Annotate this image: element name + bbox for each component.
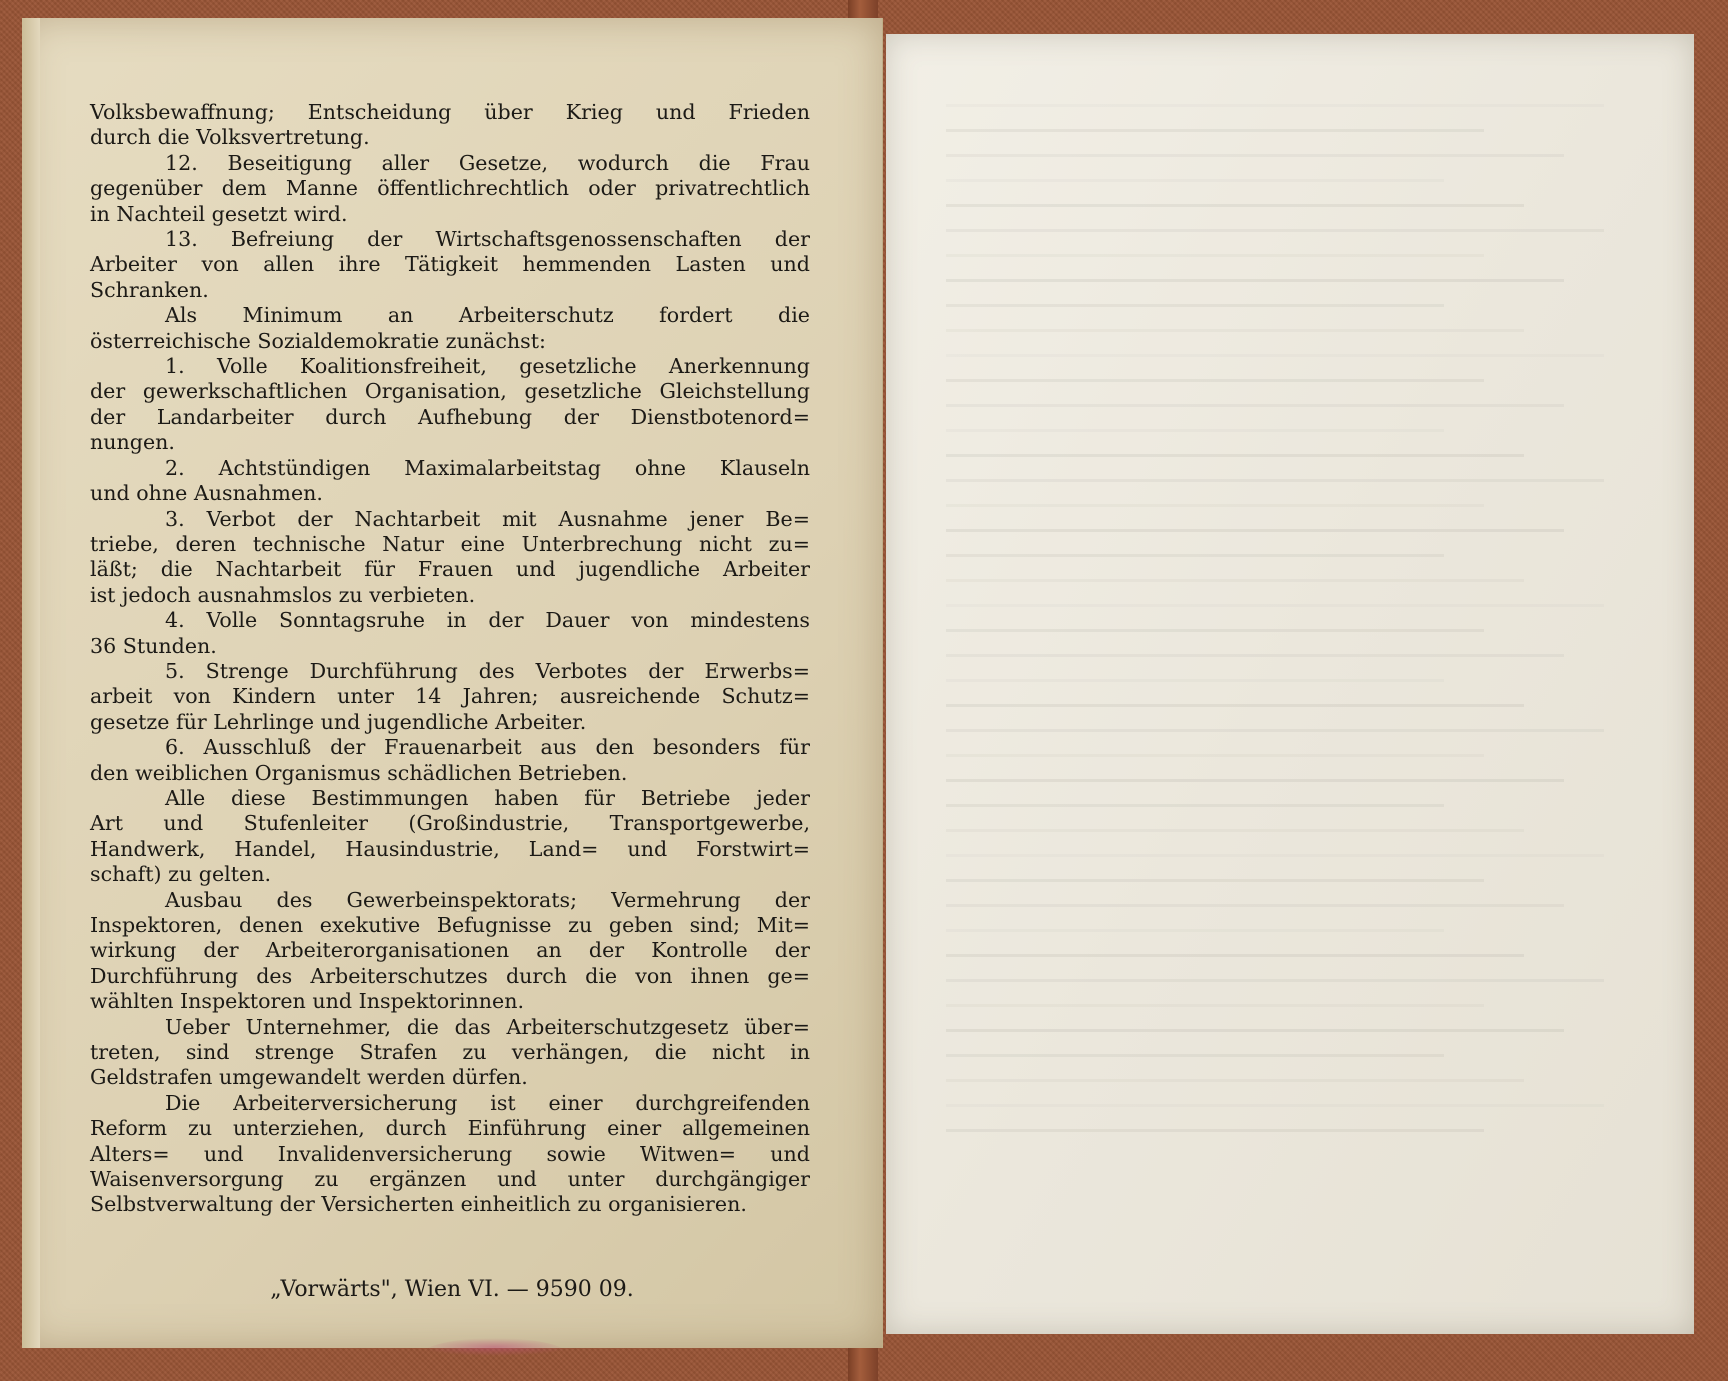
program-text (90, 100, 810, 1218)
bleed-through-line (946, 779, 1564, 782)
text-line: gegenüber dem Manne öffentlichrechtlich oder privatrechtlich (90, 176, 810, 201)
bleed-through-line (946, 404, 1564, 407)
bleed-through-line (946, 979, 1604, 982)
bleed-through-line (946, 754, 1484, 757)
bleed-through-line (946, 929, 1444, 932)
text-line: Inspektoren, denen exekutive Befugnisse zu geben sind; Mit= (90, 913, 810, 937)
text-line: und ohne Ausnahmen. (90, 481, 323, 506)
bleed-through-line (946, 129, 1484, 132)
text-line: 1. Volle Koalitionsfreiheit, gesetzliche Anerkennung (165, 354, 810, 379)
bleed-through-line (946, 204, 1524, 207)
bleed-through-line (946, 1129, 1484, 1132)
bleed-through-line (946, 529, 1564, 532)
text-line: wirkung der Arbeiterorganisationen an der Kontrolle der (90, 938, 810, 963)
text-line: österreichische Sozialdemokratie zunächst: (90, 328, 546, 353)
bleed-through-line (946, 1104, 1604, 1107)
text-line: triebe, deren technische Natur eine Unterbrechung nicht zu= (90, 531, 810, 556)
bleed-through-line (946, 454, 1524, 457)
text-line: der Landarbeiter durch Aufhebung der Dienstbotenord= (90, 404, 810, 429)
text-line: 36 Stunden. (90, 633, 217, 658)
text-line: schaft) zu gelten. (90, 862, 272, 887)
bleed-through-line (946, 704, 1524, 707)
bleed-through-line (946, 229, 1604, 232)
text-line: 4. Volle Sonntagsruhe in der Dauer von mindestens (165, 608, 810, 633)
text-line: der gewerkschaftlichen Organisation, gesetzliche Gleichstellung (90, 379, 810, 404)
text-line: 2. Achtstündigen Maximalarbeitstag ohne Klauseln (165, 455, 810, 480)
text-line: arbeit von Kindern unter 14 Jahren; ausreichende Schutz= (90, 684, 810, 709)
text-line: Volksbewaffnung; Entscheidung über Krieg und Frieden (90, 100, 810, 124)
bleed-through-line (946, 604, 1604, 607)
bleed-through-line (946, 429, 1444, 432)
text-line: Als Minimum an Arbeiterschutz fordert die (165, 303, 810, 328)
bleed-through-line (946, 354, 1604, 357)
bleed-through-line (946, 904, 1564, 907)
text-line: in Nachteil gesetzt wird. (90, 201, 348, 226)
bleed-through-line (946, 1054, 1444, 1057)
bleed-through-line (946, 1004, 1484, 1007)
text-line: Arbeiter von allen ihre Tätigkeit hemmenden Lasten und (90, 252, 810, 277)
text-line: Geldstrafen umgewandelt werden dürfen. (90, 1065, 528, 1090)
bleed-through-line (946, 854, 1604, 857)
page-edge (22, 18, 40, 1348)
bleed-through-line (946, 379, 1484, 382)
bleed-through-line (946, 879, 1484, 882)
text-line: durch die Volksvertretung. (90, 125, 370, 150)
text-line: Alters= und Invalidenversicherung sowie Witwen= und (90, 1141, 810, 1166)
text-line: Schranken. (90, 277, 209, 302)
bleed-through-line (946, 629, 1484, 632)
bleed-through-line (946, 154, 1564, 157)
text-line: 6. Ausschluß der Frauenarbeit aus den besonders für (165, 735, 810, 760)
bleed-through-line (946, 104, 1604, 107)
right-page-blank (886, 34, 1694, 1334)
bleed-through-line (946, 804, 1444, 807)
text-line: läßt; die Nachtarbeit für Frauen und jugendliche Arbeiter (90, 557, 810, 582)
printer-imprint: „Vorwärts", Wien VI. — 9590 09. (270, 1277, 634, 1302)
text-line: Ueber Unternehmer, die das Arbeiterschutzgesetz über= (165, 1014, 810, 1039)
text-line: 12. Beseitigung aller Gesetze, wodurch die Frau (165, 150, 810, 175)
text-line: Art und Stufenleiter (Großindustrie, Transportgewerbe, (90, 811, 810, 836)
text-line: Durchführung des Arbeiterschutzes durch die von ihnen ge= (90, 963, 810, 988)
bleed-through-line (946, 479, 1604, 482)
bleed-through-line (946, 1079, 1524, 1082)
text-line: treten, sind strenge Strafen zu verhängen, die nicht in (90, 1040, 810, 1065)
text-line: Ausbau des Gewerbeinspektorats; Vermehrung der (165, 887, 810, 912)
bleed-through-line (946, 654, 1564, 657)
text-line: Handwerk, Handel, Hausindustrie, Land= und Forstwirt= (90, 836, 810, 861)
text-line: Alle diese Bestimmungen haben für Betriebe jeder (165, 785, 810, 810)
bleed-through-line (946, 729, 1604, 732)
bleed-through-line (946, 279, 1564, 282)
text-line: Reform zu unterziehen, durch Einführung einer allgemeinen (90, 1116, 810, 1141)
text-line: nungen. (90, 430, 175, 455)
bleed-through-line (946, 504, 1484, 507)
text-line: Waisenversorgung zu ergänzen und unter durchgängiger (90, 1167, 810, 1192)
text-line: gesetze für Lehrlinge und jugendliche Arbeiter. (90, 709, 587, 734)
bleed-through-line (946, 304, 1444, 307)
bleed-through-line (946, 179, 1444, 182)
bleed-through-line (946, 329, 1524, 332)
text-line: wählten Inspektoren und Inspektorinnen. (90, 989, 525, 1014)
bleed-through-line (946, 254, 1484, 257)
text-line: 5. Strenge Durchführung des Verbotes der Erwerbs= (165, 658, 810, 683)
text-line: 3. Verbot der Nachtarbeit mit Ausnahme jener Be= (165, 506, 810, 531)
text-line: ist jedoch ausnahmslos zu verbieten. (90, 582, 476, 607)
bleed-through-line (946, 554, 1444, 557)
bleed-through-line (946, 1029, 1564, 1032)
text-line: Selbstverwaltung der Versicherten einheitlich zu organisieren. (90, 1192, 747, 1217)
bleed-through-line (946, 579, 1524, 582)
bleed-through-line (946, 954, 1524, 957)
bleed-through-line (946, 829, 1524, 832)
text-line: Die Arbeiterversicherung ist einer durchgreifenden (165, 1090, 810, 1115)
bleed-through-line (946, 679, 1444, 682)
text-line: 13. Befreiung der Wirtschaftsgenossenschaften der (165, 227, 810, 252)
text-line: den weiblichen Organismus schädlichen Betrieben. (90, 760, 628, 785)
